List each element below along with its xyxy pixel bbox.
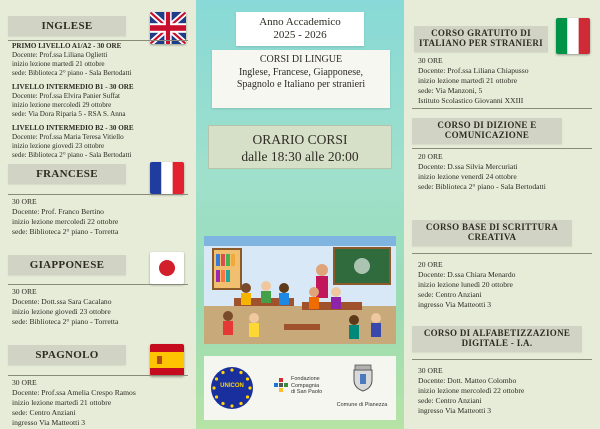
- courses-list-2: Spagnolo e Italiano per stranieri: [236, 79, 366, 90]
- teacher: Docente: Prof.ssa Amelia Crespo Ramos: [12, 388, 136, 397]
- start-date: inizio lezione martedì 21 ottobre: [12, 60, 105, 68]
- spain-flag-icon: [150, 344, 184, 376]
- school: Istituto Scolastico Giovanni XXIII: [418, 96, 524, 105]
- location: sede: Biblioteca 2° piano - Torretta: [12, 317, 119, 326]
- dizione-info: [418, 152, 546, 192]
- alfabetizzazione-title-line-2: DIGITALE - I.A.: [461, 338, 533, 348]
- teacher: Docente: Prof. Franco Bertino: [12, 207, 104, 216]
- location: sede: Biblioteca 2° piano - Sala Bertodatti: [418, 182, 546, 191]
- orario-box: [208, 125, 392, 169]
- spagnolo-title: SPAGNOLO: [8, 345, 126, 365]
- teacher: Docente: Dott.ssa Sara Cacalano: [12, 297, 112, 306]
- teacher: Docente: D.ssa Silvia Mercuriati: [418, 162, 518, 171]
- start-date: inizio lezione martedì 21 ottobre: [418, 76, 518, 85]
- france-flag-icon: [150, 162, 184, 194]
- location: sede: Via Manzoni, 5: [418, 86, 483, 95]
- location: sede: Centro Anziani: [418, 290, 482, 299]
- dizione-title: [412, 118, 562, 144]
- divider: [8, 375, 188, 376]
- courses-title: CORSI DI LINGUE: [259, 54, 343, 65]
- italiano-info: [418, 56, 529, 106]
- scrittura-title-line-2: CREATIVA: [467, 232, 517, 242]
- location: sede: Biblioteca 2° piano - Sala Bertodatti: [12, 69, 132, 77]
- sponsors-panel: [204, 356, 396, 420]
- fondazione-line-3: di San Paolo: [291, 389, 323, 395]
- level-heading: PRIMO LIVELLO A1/A2 - 30 ORE: [12, 42, 122, 50]
- alfabetizzazione-title: [412, 326, 582, 352]
- location: sede: Via Dora Riparia 5 - RSA S. Anna: [12, 110, 126, 118]
- orario-time: dalle 18:30 alle 20:00: [241, 149, 359, 164]
- teacher: Docente: D.ssa Chiara Menardo: [418, 270, 516, 279]
- francese-title: FRANCESE: [8, 164, 126, 184]
- inglese-level-2: [12, 83, 134, 119]
- teacher: Docente: Dott. Matteo Colombo: [418, 376, 517, 385]
- start-date: inizio lezione giovedì 23 ottobre: [12, 142, 105, 150]
- divider: [8, 284, 188, 285]
- italy-flag-icon: [556, 18, 590, 54]
- entrance: ingresso Via Matteotti 3: [418, 300, 492, 309]
- italiano-title-line-2: ITALIANO PER STRANIERI: [419, 38, 543, 48]
- location: sede: Biblioteca 2° piano - Sala Bertodatti: [12, 151, 132, 159]
- francese-info: [12, 197, 118, 237]
- giapponese-title: GIAPPONESE: [8, 255, 126, 275]
- italiano-title: [414, 26, 548, 52]
- fondazione-text: [291, 376, 322, 396]
- hours: 30 ORE: [418, 56, 443, 65]
- comune-name: Comune di Pianezza: [336, 402, 388, 408]
- divider: [412, 148, 592, 149]
- location: sede: Centro Anziani: [12, 408, 76, 417]
- hours: 20 ORE: [418, 152, 443, 161]
- divider: [412, 359, 592, 360]
- teacher: Docente: Prof.ssa Maria Teresa Vitiello: [12, 133, 124, 141]
- entrance: ingresso Via Matteotti 3: [418, 406, 492, 415]
- hours: 30 ORE: [418, 366, 443, 375]
- location: sede: Biblioteca 2° piano - Torretta: [12, 227, 119, 236]
- scrittura-info: [418, 260, 515, 310]
- start-date: inizio lezione mercoledì 22 ottobre: [418, 386, 525, 395]
- entrance: ingresso Via Matteotti 3: [12, 418, 86, 427]
- alfabetizzazione-info: [418, 366, 524, 416]
- dizione-title-line-1: CORSO DI DIZIONE E: [437, 120, 537, 131]
- teacher: Docente: Prof.ssa Liliana Oglietti: [12, 51, 108, 59]
- courses-card: [212, 50, 390, 108]
- location: sede: Centro Anziani: [418, 396, 482, 405]
- spagnolo-info: [12, 378, 136, 428]
- start-date: inizio lezione mercoledì 29 ottobre: [12, 101, 112, 109]
- fondazione-logo-icon: [274, 378, 288, 392]
- inglese-title: INGLESE: [8, 16, 126, 36]
- orario-title: ORARIO CORSI: [252, 132, 348, 147]
- comune-crest-icon: [352, 364, 374, 392]
- alfabetizzazione-title-line-1: CORSO DI ALFABETIZZAZIONE: [423, 328, 571, 339]
- year-card: [236, 12, 364, 46]
- divider: [8, 194, 188, 195]
- divider: [412, 108, 592, 109]
- unicon-text: UNICON: [220, 383, 244, 389]
- dizione-title-line-2: COMUNICAZIONE: [444, 130, 530, 140]
- inglese-level-3: [12, 124, 134, 160]
- teacher: Docente: Prof.ssa Elvira Panier Suffat: [12, 92, 121, 100]
- start-date: inizio lezione giovedì 23 ottobre: [12, 307, 111, 316]
- hours: 30 ORE: [12, 197, 37, 206]
- hours: 20 ORE: [418, 260, 443, 269]
- start-date: inizio lezione mercoledì 22 ottobre: [12, 217, 119, 226]
- year-label: Anno Accademico: [259, 16, 341, 28]
- year: 2025 - 2026: [273, 29, 327, 41]
- fondazione-line-2: Compagnia: [291, 382, 320, 389]
- start-date: inizio lezione lunedì 20 ottobre: [418, 280, 513, 289]
- italiano-title-line-1: CORSO GRATUITO DI: [431, 28, 531, 39]
- divider: [8, 40, 188, 41]
- scrittura-title-line-1: CORSO BASE DI SCRITTURA: [425, 222, 559, 233]
- fondazione-line-1: Fondazione: [291, 376, 320, 382]
- courses-list-1: Inglese, Francese, Giapponese,: [238, 66, 364, 78]
- hours: 30 ORE: [12, 378, 37, 387]
- classroom-illustration: [204, 236, 396, 344]
- teacher: Docente: Prof.ssa Liliana Chiapusso: [418, 66, 529, 75]
- level-heading: LIVELLO INTERMEDIO B2 - 30 ORE: [12, 124, 134, 132]
- inglese-level-1: [12, 42, 131, 78]
- divider: [412, 253, 592, 254]
- giapponese-info: [12, 287, 118, 327]
- hours: 30 ORE: [12, 287, 37, 296]
- start-date: inizio lezione martedì 21 ottobre: [12, 398, 112, 407]
- scrittura-title: [412, 220, 572, 246]
- japan-flag-icon: [150, 252, 184, 284]
- level-heading: LIVELLO INTERMEDIO B1 - 30 ORE: [12, 83, 134, 91]
- start-date: inizio lezione venerdì 24 ottobre: [418, 172, 517, 181]
